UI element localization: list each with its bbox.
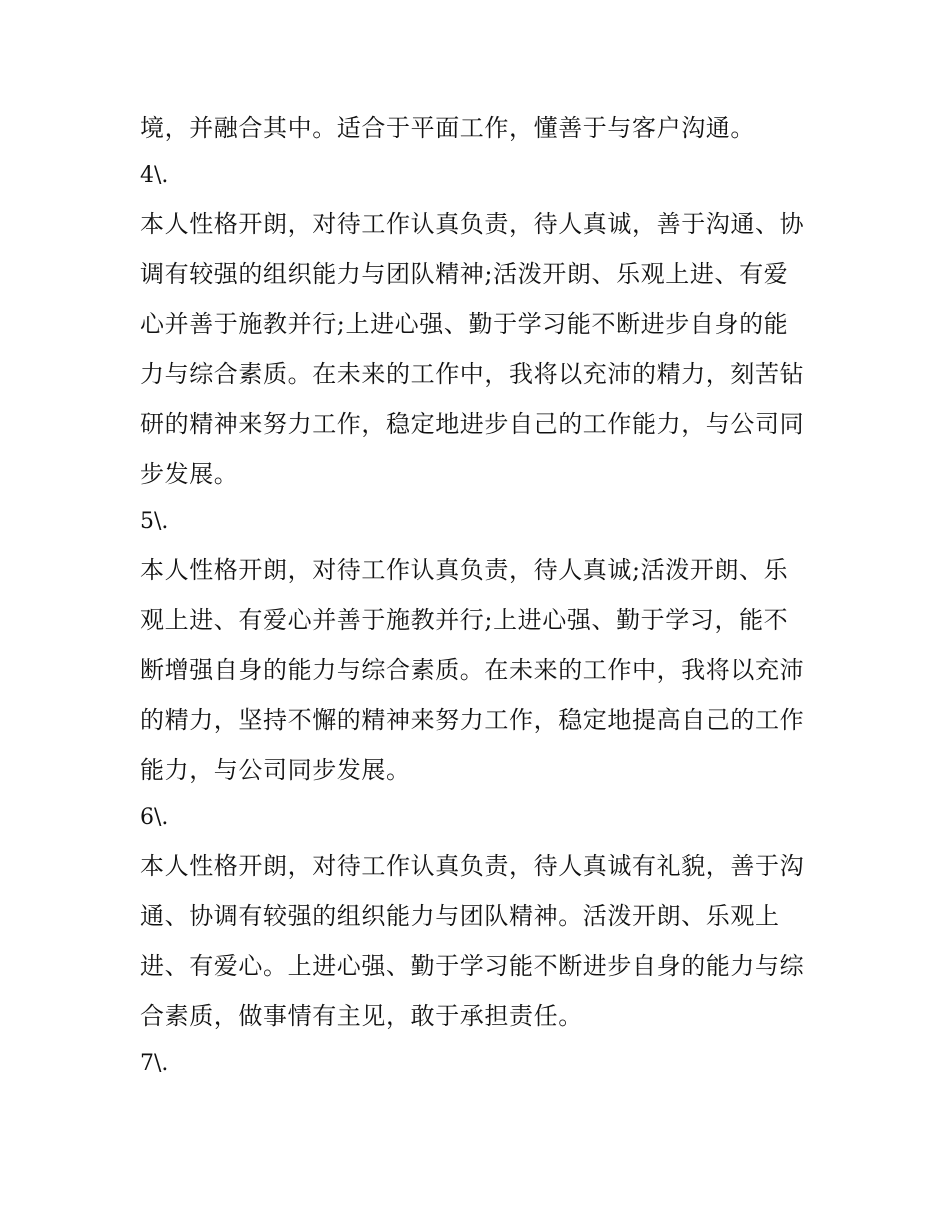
text-line: 的精力，坚持不懈的精神来努力工作，稳定地提高自己的工作 <box>140 706 805 734</box>
text-line: 本人性格开朗，对待工作认真负责，待人真诚，善于沟通、协 <box>140 210 805 238</box>
text-line: 心并善于施教并行;上进心强、勤于学习能不断进步自身的能 <box>140 310 789 338</box>
text-line: 研的精神来努力工作，稳定地进步自己的工作能力，与公司同 <box>140 410 805 438</box>
text-line: 能力，与公司同步发展。 <box>140 756 411 784</box>
text-line: 步发展。 <box>140 460 239 488</box>
text-line: 境，并融合其中。适合于平面工作，懂善于与客户沟通。 <box>140 114 755 142</box>
text-line: 观上进、有爱心并善于施教并行;上进心强、勤于学习，能不 <box>140 606 789 634</box>
text-line: 调有较强的组织能力与团队精神;活泼开朗、乐观上进、有爱 <box>140 260 789 288</box>
text-line: 断增强自身的能力与综合素质。在未来的工作中，我将以充沛 <box>140 656 805 684</box>
text-line: 进、有爱心。上进心强、勤于学习能不断进步自身的能力与综 <box>140 952 805 980</box>
item-number: 4\. <box>140 163 169 188</box>
text-line: 力与综合素质。在未来的工作中，我将以充沛的精力，刻苦钻 <box>140 360 805 388</box>
item-number: 7\. <box>140 1051 169 1076</box>
item-number: 5\. <box>140 509 169 534</box>
text-line: 通、协调有较强的组织能力与团队精神。活泼开朗、乐观上 <box>140 902 780 930</box>
item-number: 6\. <box>140 805 169 830</box>
text-line: 合素质，做事情有主见，敢于承担责任。 <box>140 1002 583 1030</box>
text-line: 本人性格开朗，对待工作认真负责，待人真诚;活泼开朗、乐 <box>140 556 789 584</box>
text-line: 本人性格开朗，对待工作认真负责，待人真诚有礼貌，善于沟 <box>140 852 805 880</box>
